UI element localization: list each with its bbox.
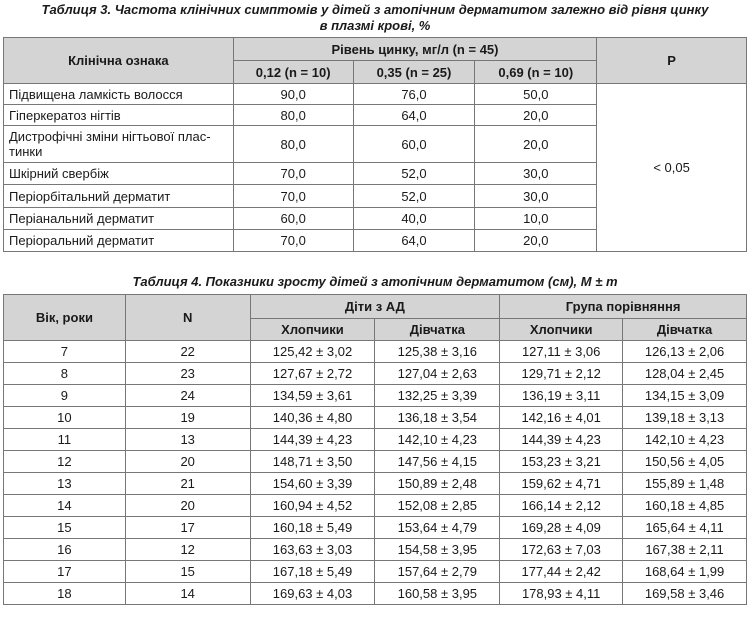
cell-value: 50,0 [475, 84, 597, 105]
cell-age: 16 [4, 539, 126, 561]
cell-value: 80,0 [233, 105, 353, 126]
table3-caption [0, 2, 750, 34]
row-label-line1: Дистрофічні зміни нігтьової плас- [9, 129, 211, 144]
header-level-3: 0,69 (n = 10) [475, 61, 597, 84]
cell-n: 22 [125, 341, 250, 363]
cell-boys-cmp: 144,39 ± 4,23 [500, 429, 623, 451]
header-age: Вік, роки [4, 295, 126, 341]
header-p: Р [597, 38, 747, 84]
cell-value: 20,0 [475, 126, 597, 163]
cell-girls-cmp: 128,04 ± 2,45 [623, 363, 747, 385]
cell-n: 12 [125, 539, 250, 561]
table4-body [4, 341, 747, 605]
cell-boys-ad: 169,63 ± 4,03 [250, 583, 375, 605]
cell-girls-cmp: 126,13 ± 2,06 [623, 341, 747, 363]
table-row [4, 473, 747, 495]
cell-age: 7 [4, 341, 126, 363]
cell-girls-ad: 157,64 ± 2,79 [375, 561, 500, 583]
cell-boys-cmp: 169,28 ± 4,09 [500, 517, 623, 539]
cell-boys-ad: 160,18 ± 5,49 [250, 517, 375, 539]
row-label [4, 126, 234, 163]
cell-girls-ad: 152,08 ± 2,85 [375, 495, 500, 517]
cell-value: 60,0 [233, 208, 353, 230]
cell-boys-cmp: 177,44 ± 2,42 [500, 561, 623, 583]
cell-boys-ad: 125,42 ± 3,02 [250, 341, 375, 363]
cell-girls-ad: 136,18 ± 3,54 [375, 407, 500, 429]
cell-value: 70,0 [233, 163, 353, 185]
row-label: Періоральний дерматит [4, 230, 234, 252]
row-label-line2: тинки [9, 144, 43, 159]
table-row [4, 451, 747, 473]
cell-boys-ad: 160,94 ± 4,52 [250, 495, 375, 517]
cell-value: 40,0 [353, 208, 475, 230]
cell-value: 52,0 [353, 185, 475, 208]
table-row [4, 517, 747, 539]
cell-value: 80,0 [233, 126, 353, 163]
cell-boys-cmp: 129,71 ± 2,12 [500, 363, 623, 385]
table-row [4, 561, 747, 583]
cell-value: 76,0 [353, 84, 475, 105]
cell-boys-ad: 144,39 ± 4,23 [250, 429, 375, 451]
cell-boys-cmp: 166,14 ± 2,12 [500, 495, 623, 517]
header-girls-ad: Дівчатка [375, 319, 500, 341]
cell-girls-cmp: 168,64 ± 1,99 [623, 561, 747, 583]
header-girls-cmp: Дівчатка [623, 319, 747, 341]
table3-caption-line1: Таблиця 3. Частота клінічних симптомів у дітей з атопічним дерматитом залежно від рівня цинку [41, 2, 709, 17]
cell-boys-ad: 167,18 ± 5,49 [250, 561, 375, 583]
cell-n: 23 [125, 363, 250, 385]
row-label: Шкірний свербіж [4, 163, 234, 185]
cell-n: 19 [125, 407, 250, 429]
cell-boys-ad: 134,59 ± 3,61 [250, 385, 375, 407]
cell-boys-cmp: 159,62 ± 4,71 [500, 473, 623, 495]
cell-girls-cmp: 139,18 ± 3,13 [623, 407, 747, 429]
cell-value: 64,0 [353, 105, 475, 126]
p-value: < 0,05 [597, 84, 747, 252]
cell-girls-ad: 127,04 ± 2,63 [375, 363, 500, 385]
table3 [3, 37, 747, 252]
cell-boys-cmp: 127,11 ± 3,06 [500, 341, 623, 363]
row-label: Періорбітальний дерматит [4, 185, 234, 208]
cell-age: 18 [4, 583, 126, 605]
cell-age: 8 [4, 363, 126, 385]
cell-n: 21 [125, 473, 250, 495]
cell-value: 70,0 [233, 230, 353, 252]
cell-boys-ad: 163,63 ± 3,03 [250, 539, 375, 561]
cell-boys-cmp: 153,23 ± 3,21 [500, 451, 623, 473]
cell-age: 17 [4, 561, 126, 583]
row-label: Періанальний дерматит [4, 208, 234, 230]
cell-n: 14 [125, 583, 250, 605]
table-row [4, 385, 747, 407]
cell-n: 13 [125, 429, 250, 451]
cell-girls-ad: 153,64 ± 4,79 [375, 517, 500, 539]
table-row [4, 84, 747, 105]
cell-value: 60,0 [353, 126, 475, 163]
row-label: Гіперкератоз нігтів [4, 105, 234, 126]
table-row [4, 429, 747, 451]
cell-boys-cmp: 142,16 ± 4,01 [500, 407, 623, 429]
cell-value: 30,0 [475, 163, 597, 185]
header-group-comparison: Група порівняння [500, 295, 747, 319]
header-group-ad: Діти з АД [250, 295, 500, 319]
cell-age: 14 [4, 495, 126, 517]
cell-girls-cmp: 160,18 ± 4,85 [623, 495, 747, 517]
header-zinc-level: Рівень цинку, мг/л (n = 45) [233, 38, 596, 61]
cell-girls-cmp: 150,56 ± 4,05 [623, 451, 747, 473]
cell-girls-ad: 160,58 ± 3,95 [375, 583, 500, 605]
cell-age: 9 [4, 385, 126, 407]
cell-value: 52,0 [353, 163, 475, 185]
cell-boys-ad: 148,71 ± 3,50 [250, 451, 375, 473]
cell-girls-cmp: 167,38 ± 2,11 [623, 539, 747, 561]
cell-age: 10 [4, 407, 126, 429]
cell-girls-cmp: 165,64 ± 4,11 [623, 517, 747, 539]
cell-girls-cmp: 169,58 ± 3,46 [623, 583, 747, 605]
header-n: N [125, 295, 250, 341]
cell-boys-ad: 154,60 ± 3,39 [250, 473, 375, 495]
header-boys-cmp: Хлопчики [500, 319, 623, 341]
cell-age: 12 [4, 451, 126, 473]
cell-girls-ad: 142,10 ± 4,23 [375, 429, 500, 451]
cell-n: 20 [125, 495, 250, 517]
cell-n: 24 [125, 385, 250, 407]
row-label: Підвищена ламкість волосся [4, 84, 234, 105]
table-row [4, 583, 747, 605]
cell-value: 20,0 [475, 105, 597, 126]
cell-value: 70,0 [233, 185, 353, 208]
cell-girls-ad: 132,25 ± 3,39 [375, 385, 500, 407]
cell-girls-ad: 150,89 ± 2,48 [375, 473, 500, 495]
header-level-2: 0,35 (n = 25) [353, 61, 475, 84]
table3-caption-line2: в плазмі крові, % [319, 18, 431, 33]
cell-girls-cmp: 155,89 ± 1,48 [623, 473, 747, 495]
cell-girls-cmp: 134,15 ± 3,09 [623, 385, 747, 407]
header-level-1: 0,12 (n = 10) [233, 61, 353, 84]
cell-boys-cmp: 136,19 ± 3,11 [500, 385, 623, 407]
cell-value: 30,0 [475, 185, 597, 208]
cell-value: 90,0 [233, 84, 353, 105]
header-boys-ad: Хлопчики [250, 319, 375, 341]
table4-caption: Таблиця 4. Показники зросту дітей з атопічним дерматитом (см), M ± m [132, 274, 618, 289]
cell-girls-cmp: 142,10 ± 4,23 [623, 429, 747, 451]
table-row [4, 341, 747, 363]
cell-age: 11 [4, 429, 126, 451]
cell-n: 15 [125, 561, 250, 583]
cell-boys-cmp: 172,63 ± 7,03 [500, 539, 623, 561]
table-row [4, 407, 747, 429]
cell-age: 15 [4, 517, 126, 539]
cell-age: 13 [4, 473, 126, 495]
header-clinical-sign: Клінічна ознака [4, 38, 234, 84]
cell-girls-ad: 125,38 ± 3,16 [375, 341, 500, 363]
cell-girls-ad: 154,58 ± 3,95 [375, 539, 500, 561]
table-row [4, 539, 747, 561]
cell-n: 20 [125, 451, 250, 473]
table-row [4, 495, 747, 517]
table-row [4, 363, 747, 385]
cell-value: 64,0 [353, 230, 475, 252]
table4 [3, 294, 747, 605]
cell-n: 17 [125, 517, 250, 539]
cell-boys-ad: 127,67 ± 2,72 [250, 363, 375, 385]
cell-boys-ad: 140,36 ± 4,80 [250, 407, 375, 429]
cell-value: 20,0 [475, 230, 597, 252]
cell-value: 10,0 [475, 208, 597, 230]
cell-boys-cmp: 178,93 ± 4,11 [500, 583, 623, 605]
cell-girls-ad: 147,56 ± 4,15 [375, 451, 500, 473]
